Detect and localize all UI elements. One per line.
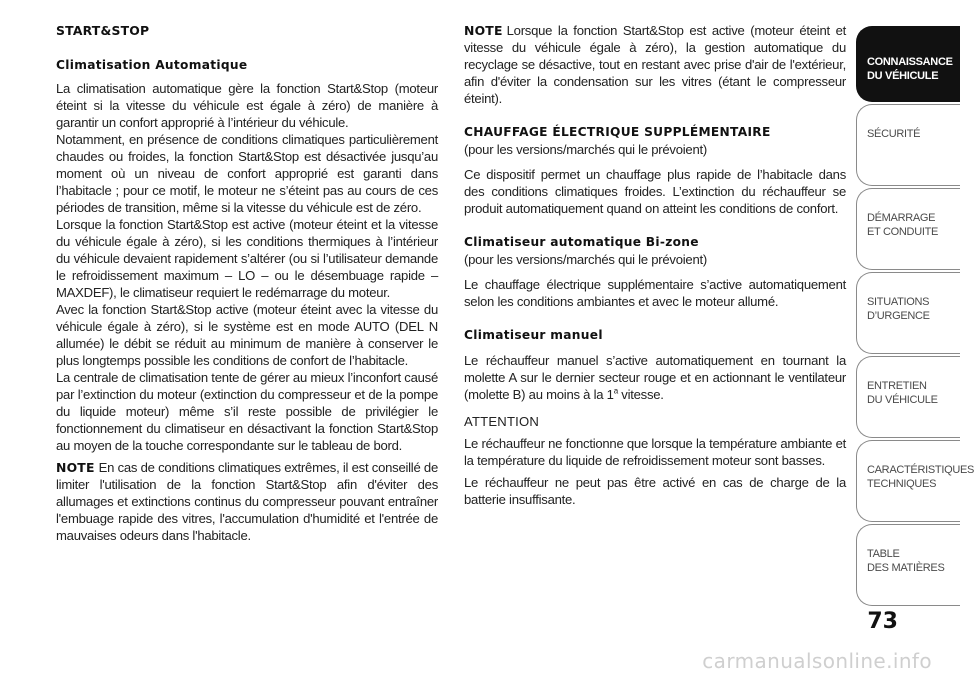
note-text: En cas de conditions climatiques extrêmes, il est conseillé de limiter l'utilisation de la fonction Start&Stop afin d'éviter des allumages et extinctions continus du compresseur pouvant entraîner l'embuage rapide des vitres, l'accumulation d'humidité et l'entrée de mauvaises odeurs dans l'habitacle. — [56, 460, 438, 543]
paragraph: Ce dispositif permet un chauffage plus rapide de l’habitacle dans des conditions climatiques froides. L’extinction du réchauffeur se produit automatiquement quand on atteint les conditions de confort. — [464, 167, 846, 216]
tab-label: D’URGENCE — [867, 310, 930, 322]
attention-text: Le réchauffeur ne fonctionne que lorsque la température ambiante et la température du liquide de refroidissement moteur sont basses. — [464, 436, 846, 468]
paragraph: Avec la fonction Start&Stop active (moteur éteint avec la vitesse du véhicule égale à zéro), si le système est en mode AUTO (DEL N allumée) le débit se réduit au minimum de manière à conserver le plus longtemps possible les conditions de confort de l’habitacle. — [56, 302, 438, 368]
tab-table-des-matieres[interactable] — [856, 524, 960, 606]
paragraph: Lorsque la fonction Start&Stop est active (moteur éteint et la vitesse du véhicule égale à zéro), si les conditions thermiques à l’intérieur du véhicule devaient rapidement s’altérer (ou si l’utilisateur demande le refroidissement maximum – LO – ou le désembuage rapide – MAXDEF), le climatiseur requiert le redémarrage du moteur. — [56, 217, 438, 300]
tab-label: DU VÉHICULE — [867, 70, 939, 82]
heading-climatiseur-manuel: Climatiseur manuel — [464, 328, 603, 342]
tab-label: ENTRETIEN — [867, 380, 927, 392]
tab-demarrage-et-conduite[interactable] — [856, 188, 960, 270]
tab-label: DÉMARRAGE — [867, 212, 936, 224]
note-label: NOTE — [464, 23, 503, 38]
heading-chauffage-electrique: CHAUFFAGE ÉLECTRIQUE SUPPLÉMENTAIRE — [464, 125, 771, 139]
tab-label: TECHNIQUES — [867, 478, 937, 490]
tab-situations-d-urgence[interactable] — [856, 272, 960, 354]
note-text: Lorsque la fonction Start&Stop est active (moteur éteint et vitesse du véhicule égale à zéro), la gestion automatique du recyclage se désactive, tout en restant avec prise d'air de l'extérieur, afin d'éviter la condensation sur les vitres (étant le compresseur éteint). — [464, 23, 846, 106]
text-part: Le réchauffeur manuel s’active automatiquement en tournant la molette A sur le dernier secteur rouge et en actionnant le ventilateur (molette B) au moins à la 1 — [464, 353, 846, 402]
tab-label: SITUATIONS — [867, 296, 930, 308]
tab-label: CARACTÉRISTIQUES — [867, 464, 974, 476]
paragraph — [464, 352, 846, 403]
note-label: NOTE — [56, 460, 95, 475]
section-heading-start-stop: START&STOP — [56, 23, 150, 38]
left-column — [56, 22, 438, 549]
attention-label: ATTENTION — [464, 414, 540, 429]
tab-securite[interactable] — [856, 104, 960, 186]
section-subtitle: (pour les versions/marchés qui le prévoient) — [464, 142, 707, 157]
subheading-climatisation: Climatisation Automatique — [56, 58, 248, 72]
tab-label: DU VÉHICULE — [867, 394, 938, 406]
text-part: vitesse. — [617, 387, 664, 402]
tab-label: CONNAISSANCE — [867, 56, 953, 68]
section-subtitle: (pour les versions/marchés qui le prévoient) — [464, 252, 707, 267]
page-number: 73 — [867, 609, 898, 634]
note-paragraph — [464, 22, 846, 107]
tab-connaissance-du-vehicule[interactable] — [856, 26, 960, 102]
tab-entretien-du-vehicule[interactable] — [856, 356, 960, 438]
tab-label: ET CONDUITE — [867, 226, 939, 238]
watermark: carmanualsonline.info — [702, 649, 932, 673]
tab-label: DES MATIÈRES — [867, 562, 945, 574]
paragraph: Le chauffage électrique supplémentaire s’active automatiquement selon les conditions ambiantes et avec le moteur allumé. — [464, 277, 846, 309]
chapter-tabs — [856, 26, 974, 608]
note-paragraph — [56, 459, 438, 544]
paragraph: Notamment, en présence de conditions climatiques particulièrement chaudes ou froides, la fonction Start&Stop est désactivée jusqu’au moment où un niveau de confort approprié est garanti dans l’habitacle ; pour ce motif, le moteur ne s’éteint pas au cours de ces périodes de transition, même si la vitesse du véhicule est de zéro. — [56, 132, 438, 215]
heading-bi-zone: Climatiseur automatique Bi-zone — [464, 235, 699, 249]
tab-label: TABLE — [867, 548, 900, 560]
tab-label: SÉCURITÉ — [867, 128, 921, 140]
paragraph: La climatisation automatique gère la fonction Start&Stop (moteur éteint si la vitesse du véhicule est égale à zéro) de manière à garantir un confort approprié à l’intérieur du véhicule. — [56, 81, 438, 130]
superscript: a — [613, 386, 618, 396]
tab-caracteristiques-techniques[interactable] — [856, 440, 974, 522]
paragraph: La centrale de climatisation tente de gérer au mieux l’inconfort causé par l’extinction du moteur (extinction du compresseur et de la pompe du liquide moteur) même s’il reste possible de privilégier le fonctionnement du climatiseur en désactivant la fonction Start&Stop au moyen de la touche correspondante sur le tableau de bord. — [56, 370, 438, 453]
attention-text: Le réchauffeur ne peut pas être activé en cas de charge de la batterie insuffisante. — [464, 475, 846, 507]
right-column — [464, 22, 846, 513]
